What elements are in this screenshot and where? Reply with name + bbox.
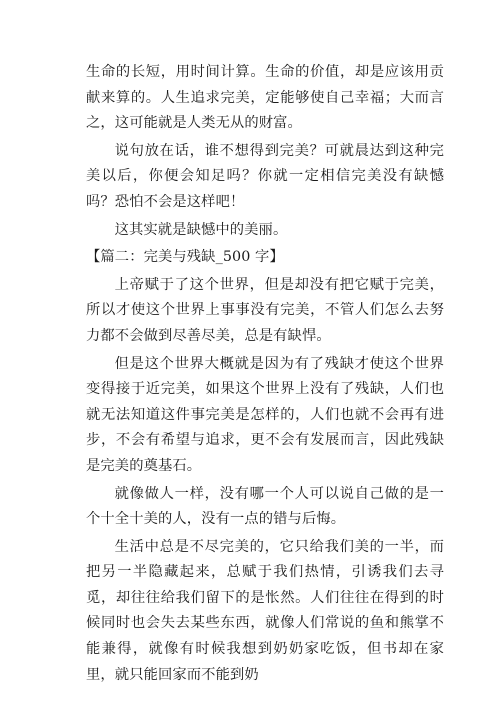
paragraph-2: 说句放在话，谁不想得到完美？可就晨达到这种完美以后，你便会知足吗？你就一定相信完美没有缺憾吗？恐怕不会是这样吧！ [86,142,444,210]
section-paragraph-4: 生活中总是不尽完美的，它只给我们美的一半，而把另一半隐藏起来，总赋于我们热情，引诱我们去寻觅，却往往给我们留下的是怅然。人们往往在得到的时候同时也会失去某些东西，就像人们常说的鱼和熊掌不能兼得，就像有时候我想到奶奶家吃饭，但书却在家里，就只能回家而不能到奶 [86,538,444,683]
document-page [86,60,444,690]
section-paragraph-3: 就像做人一样，没有哪一个人可以说自己做的是一个十全十美的人，没有一点的错与后悔。 [86,485,444,528]
section-paragraph-1: 上帝赋于了这个世界，但是却没有把它赋于完美，所以才使这个世界上事事没有完美，不管人们怎么去努力都不会做到尽善尽美，总是有缺悍。 [86,276,444,344]
section-heading: 【篇二：完美与残缺_500 字】 [86,249,284,266]
paragraph-1: 生命的长短，用时间计算。生命的价值，却是应该用贡献来算的。人生追求完美，定能够使自己幸福；大而言之，这可能就是人类无从的财富。 [86,64,444,132]
paragraph-3: 这其实就是缺憾中的美丽。 [114,221,288,238]
section-paragraph-2: 但是这个世界大概就是因为有了残缺才使这个世界变得接于近完美，如果这个世界上没有了残缺，人们也就无法知道这件事完美是怎样的，人们也就不会再有进步，不会有希望与追求，更不会有发展而言，因此残缺是完美的奠基石。 [86,355,444,474]
